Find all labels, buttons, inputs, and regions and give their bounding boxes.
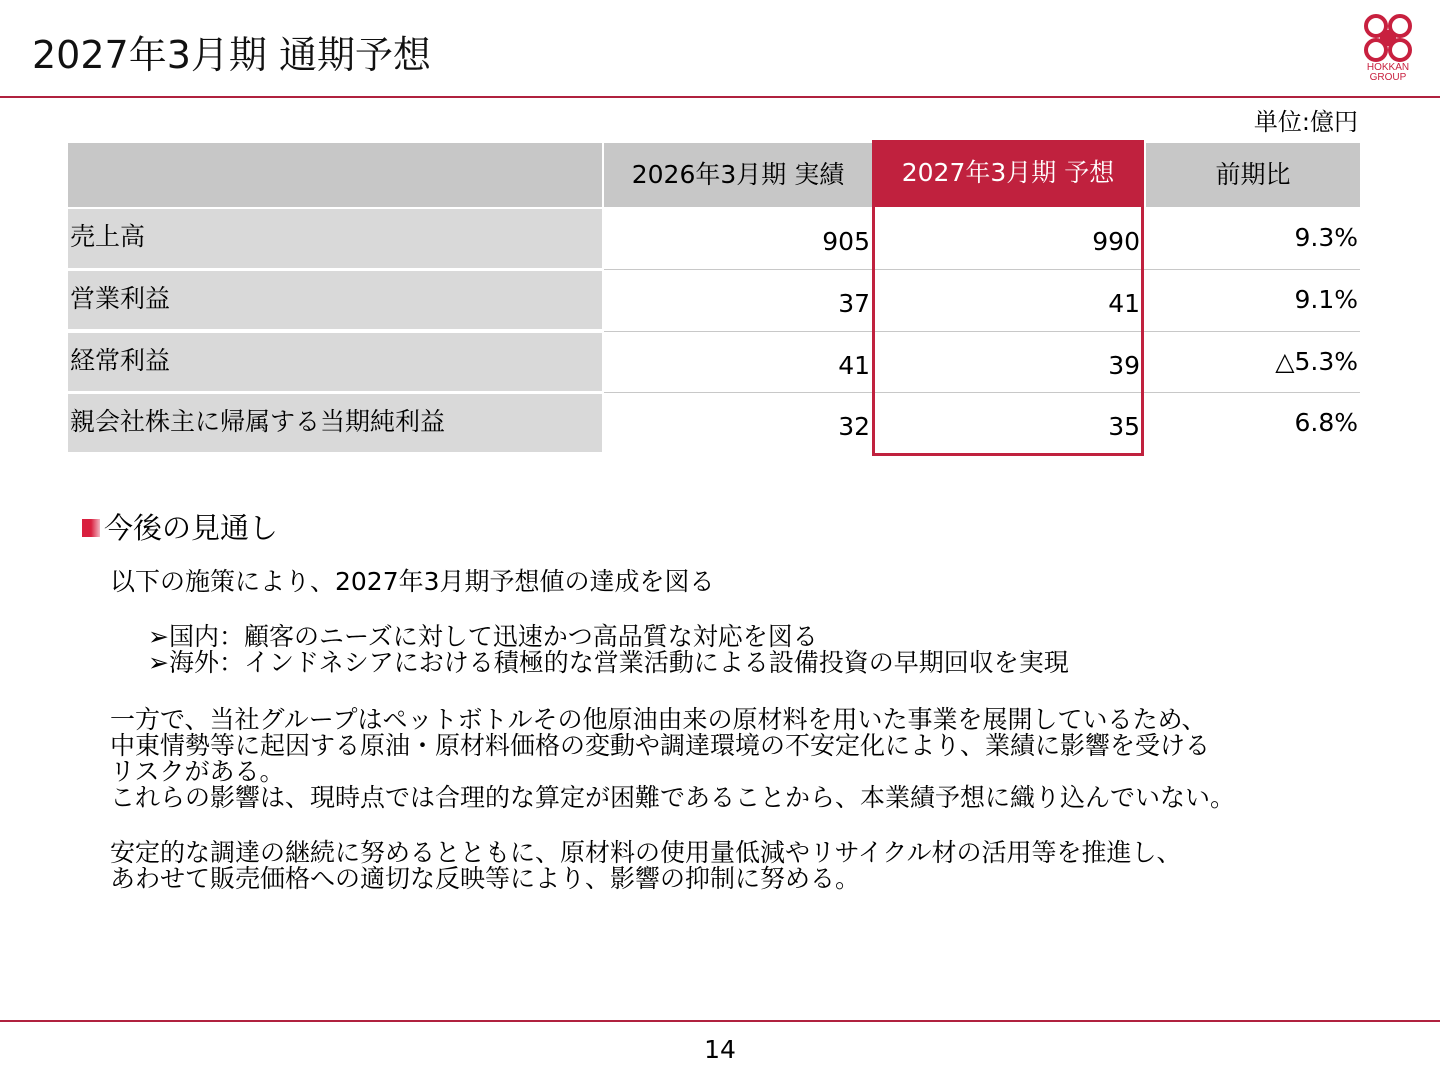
footer-divider xyxy=(0,1020,1440,1022)
table-header-blank xyxy=(68,143,602,207)
table-cell-actual: 37 xyxy=(838,289,870,318)
row-label-ordinary-profit: 経常利益 xyxy=(68,333,602,391)
logo-text-hokkan: HOKKAN xyxy=(1366,62,1410,73)
table-cell-ratio: 6.8% xyxy=(1294,408,1358,437)
risk-line: リスクがある。 xyxy=(110,757,285,786)
table-cell-forecast: 35 xyxy=(1108,412,1140,441)
header-divider xyxy=(0,96,1440,98)
table-header-actual: 2026年3月期 実績 xyxy=(604,143,872,207)
row-label-operating-profit: 営業利益 xyxy=(68,271,602,329)
effort-line: 安定的な調達の継続に努めるとともに、原材料の使用量低減やリサイクル材の活用等を推進し、 xyxy=(110,838,1182,867)
logo-text-group: GROUP xyxy=(1369,72,1407,83)
square-bullet-icon xyxy=(82,519,100,537)
table-cell-forecast: 990 xyxy=(1092,227,1140,256)
measure-overseas: ➢海外：インドネシアにおける積極的な営業活動による設備投資の早期回収を実現 xyxy=(148,648,1069,677)
measure-domestic: ➢国内：顧客のニーズに対して迅速かつ高品質な対応を図る xyxy=(148,622,818,651)
table-cell-ratio: △5.3% xyxy=(1275,347,1358,376)
page-number: 14 xyxy=(704,1035,736,1064)
effort-line: あわせて販売価格への適切な反映等により、影響の抑制に努める。 xyxy=(110,864,861,893)
table-header-ratio: 前期比 xyxy=(1146,143,1360,207)
outlook-heading-text: 今後の見通し xyxy=(104,511,279,545)
table-cell-ratio: 9.3% xyxy=(1294,223,1358,252)
table-cell-actual: 41 xyxy=(838,351,870,380)
table-cell-actual: 905 xyxy=(822,227,870,256)
row-label-sales: 売上高 xyxy=(68,209,602,268)
table-cell-actual: 32 xyxy=(838,412,870,441)
outlook-intro: 以下の施策により、2027年3月期予想値の達成を図る xyxy=(110,567,715,596)
risk-line: これらの影響は、現時点では合理的な算定が困難であることから、本業績予想に織り込んでいない。 xyxy=(110,783,1236,812)
row-label-net-income: 親会社株主に帰属する当期純利益 xyxy=(68,394,602,452)
outlook-heading xyxy=(82,508,278,548)
table-cell-forecast: 41 xyxy=(1108,289,1140,318)
risk-line: 一方で、当社グループはペットボトルその他原油由来の原材料を用いた事業を展開しているため、 xyxy=(110,705,1207,734)
table-cell-ratio: 9.1% xyxy=(1294,285,1358,314)
table-header-forecast: 2027年3月期 予想 xyxy=(872,140,1144,207)
table-cell-forecast: 39 xyxy=(1108,351,1140,380)
risk-line: 中東情勢等に起因する原油・原材料価格の変動や調達環境の不安定化により、業績に影響を受ける xyxy=(110,731,1211,760)
page-title: 2027年3月期 通期予想 xyxy=(32,33,431,77)
unit-label: 単位:億円 xyxy=(1253,108,1358,136)
